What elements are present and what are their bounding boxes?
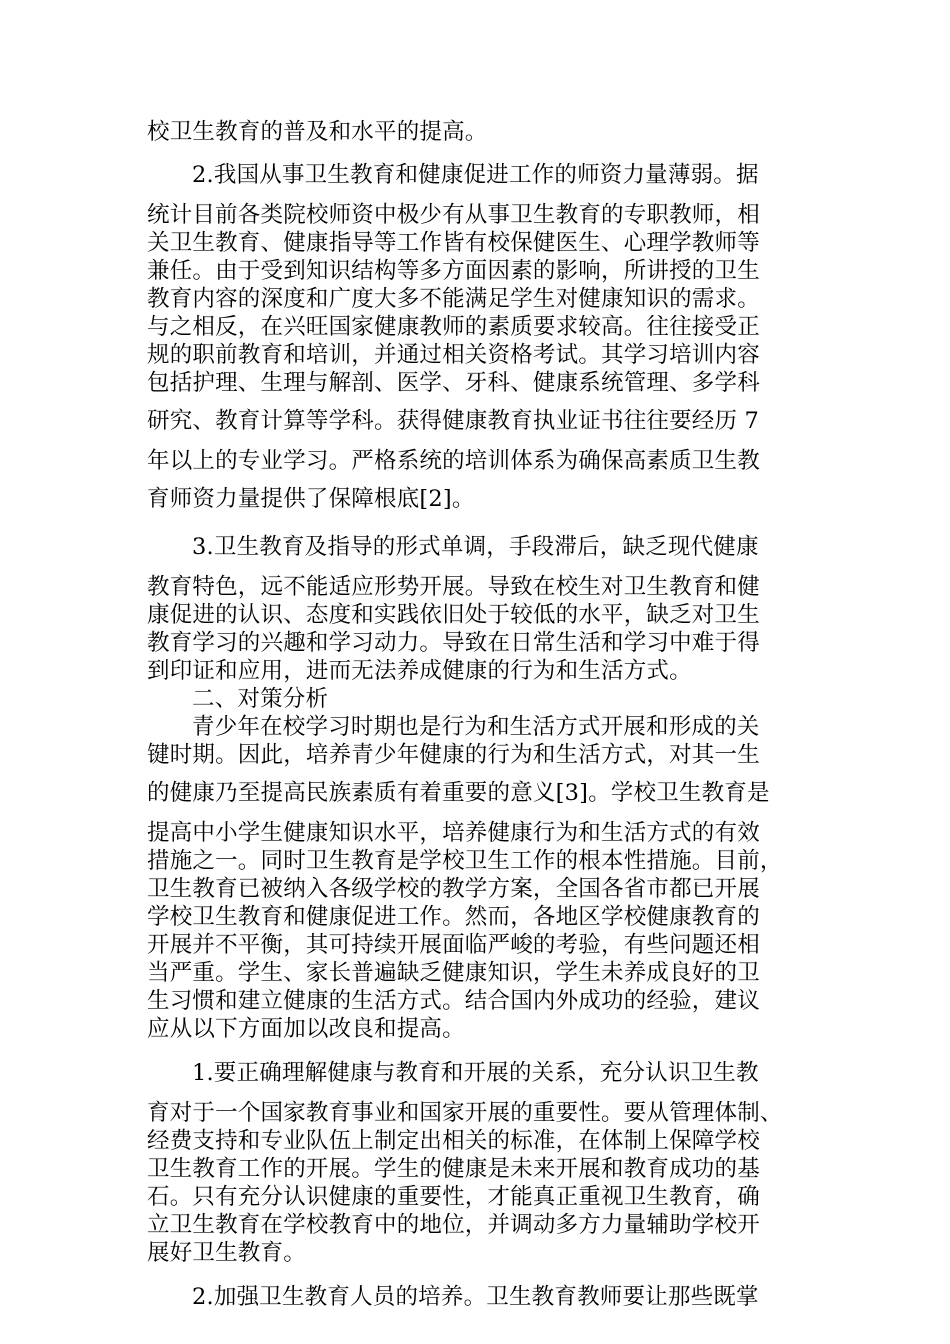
text-line: 1.要正确理解健康与教育和开展的关系，充分认识卫生教 — [192, 1060, 759, 1086]
text-line: 与之相反，在兴旺国家健康教师的素质要求较高。往往接受正 — [147, 314, 760, 340]
text-line: 2.加强卫生教育人员的培养。卫生教育教师要让那些既掌 — [192, 1284, 759, 1310]
text-line: 键时期。因此，培养青少年健康的行为和生活方式，对其一生 — [147, 742, 760, 768]
text-line: 育对于一个国家教育事业和国家开展的重要性。要从管理体制、 — [147, 1100, 783, 1126]
text-line: 年以上的专业学习。严格系统的培训体系为确保高素质卫生教 — [147, 448, 760, 474]
text-line: 措施之一。同时卫生教育是学校卫生工作的根本性措施。目前， — [147, 848, 783, 874]
text-line: 卫生教育已被纳入各级学校的教学方案，全国各省市都已开展 — [147, 876, 760, 902]
text-line: 康促进的认识、态度和实践依旧处于较低的水平，缺乏对卫生 — [147, 602, 760, 628]
text-line: 开展并不平衡，其可持续开展面临严峻的考验，有些问题还相 — [147, 932, 760, 958]
text-line: 应从以下方面加以改良和提高。 — [147, 1016, 465, 1042]
text-line: 教育特色，远不能适应形势开展。导致在校生对卫生教育和健 — [147, 574, 760, 600]
section-heading: 二、对策分析 — [192, 686, 329, 712]
text-line: 关卫生教育、健康指导等工作皆有校保健医生、心理学教师等 — [147, 230, 760, 256]
text-line: 教育内容的深度和广度大多不能满足学生对健康知识的需求。 — [147, 286, 760, 312]
text-line: 学校卫生教育和健康促进工作。然而，各地区学校健康教育的 — [147, 904, 760, 930]
text-line: 卫生教育工作的开展。学生的健康是未来开展和教育成功的基 — [147, 1156, 760, 1182]
text-line: 的健康乃至提高民族素质有着重要的意义[3]。学校卫生教育是 — [147, 780, 770, 806]
text-line: 当严重。学生、家长普遍缺乏健康知识，学生未养成良好的卫 — [147, 960, 760, 986]
text-line: 到印证和应用，进而无法养成健康的行为和生活方式。 — [147, 658, 692, 684]
text-line: 兼任。由于受到知识结构等多方面因素的影响，所讲授的卫生 — [147, 258, 760, 284]
text-line: 2.我国从事卫生教育和健康促进工作的师资力量薄弱。据 — [192, 162, 759, 188]
text-line: 提高中小学生健康知识水平，培养健康行为和生活方式的有效 — [147, 820, 760, 846]
text-line: 规的职前教育和培训，并通过相关资格考试。其学习培训内容 — [147, 342, 760, 368]
text-line: 经费支持和专业队伍上制定出相关的标准，在体制上保障学校 — [147, 1128, 760, 1154]
text-line: 育师资力量提供了保障根底[2]。 — [147, 486, 475, 512]
text-line: 展好卫生教育。 — [147, 1240, 306, 1266]
text-line: 校卫生教育的普及和水平的提高。 — [147, 119, 488, 145]
text-line: 教育学习的兴趣和学习动力。导致在日常生活和学习中难于得 — [147, 630, 760, 656]
text-line: 青少年在校学习时期也是行为和生活方式开展和形成的关 — [192, 714, 760, 740]
text-line: 立卫生教育在学校教育中的地位，并调动多方力量辅助学校开 — [147, 1212, 760, 1238]
text-line: 石。只有充分认识健康的重要性，才能真正重视卫生教育，确 — [147, 1184, 760, 1210]
text-line: 3.卫生教育及指导的形式单调，手段滞后，缺乏现代健康 — [192, 534, 759, 560]
text-line: 包括护理、生理与解剖、医学、牙科、健康系统管理、多学科 — [147, 370, 760, 396]
text-line: 统计目前各类院校师资中极少有从事卫生教育的专职教师，相 — [147, 202, 760, 228]
text-line: 生习惯和建立健康的生活方式。结合国内外成功的经验，建议 — [147, 988, 760, 1014]
text-line: 研究、教育计算等学科。获得健康教育执业证书往往要经历 7 — [147, 408, 760, 434]
